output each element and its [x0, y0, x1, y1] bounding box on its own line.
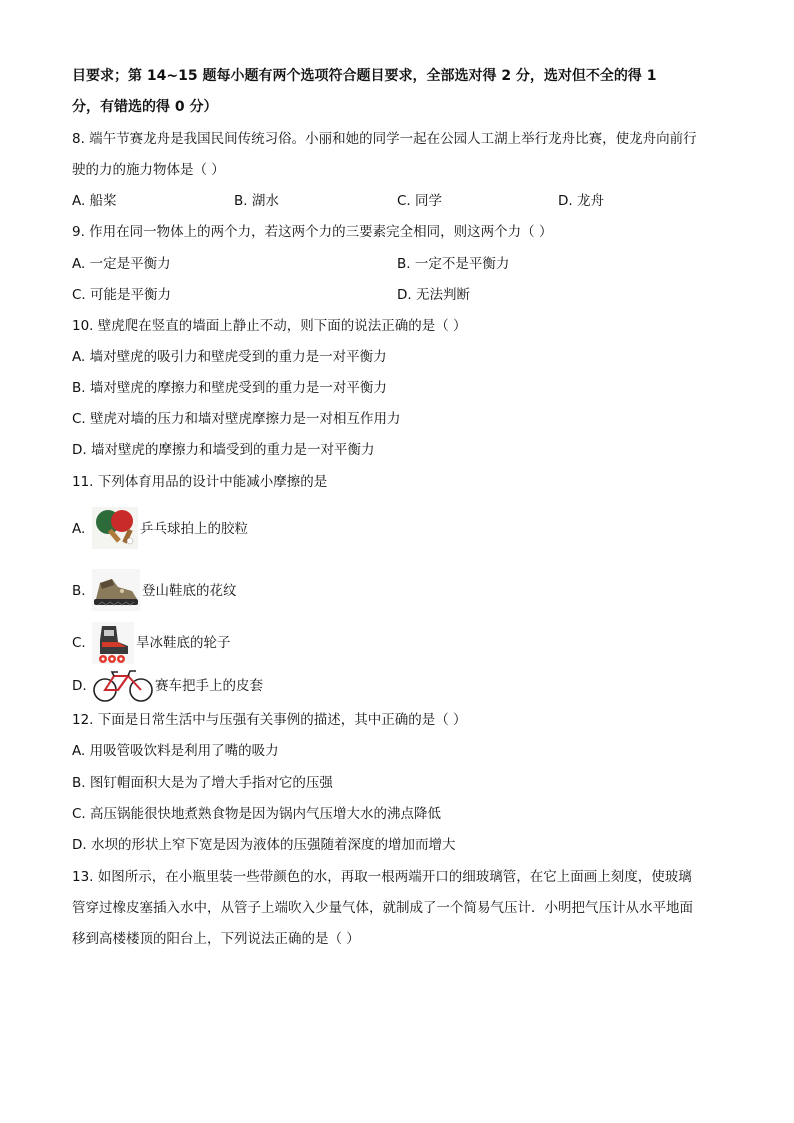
q10-option-a: A. 墙对壁虎的吸引力和壁虎受到的重力是一对平衡力: [72, 349, 387, 365]
hiking-shoe-icon: [92, 569, 140, 611]
section-instructions-line-1: 目要求；第 14~15 题每小题有两个选项符合题目要求，全部选对得 2 分，选对但不全的得 1: [72, 68, 657, 84]
q10-option-b: B. 墙对壁虎的摩擦力和壁虎受到的重力是一对平衡力: [72, 380, 387, 396]
q8-stem-line-1: 8. 端午节赛龙舟是我国民间传统习俗。小丽和她的同学一起在公园人工湖上举行龙舟比赛，使龙舟向前行: [72, 131, 697, 147]
q11-option-b-letter: B.: [72, 583, 86, 599]
q8-option-b: B. 湖水: [234, 193, 279, 209]
q11-option-d-letter: D.: [72, 678, 87, 694]
q13-stem-line-2: 管穿过橡皮塞插入水中，从管子上端吹入少量气体，就制成了一个简易气压计．小明把气压计从水平地面: [72, 900, 693, 916]
q10-option-c: C. 壁虎对墙的压力和墙对壁虎摩擦力是一对相互作用力: [72, 411, 401, 427]
q9-option-b: B. 一定不是平衡力: [397, 256, 510, 272]
q11-stem: 11. 下列体育用品的设计中能减小摩擦的是: [72, 474, 328, 490]
q8-option-d: D. 龙舟: [558, 193, 604, 209]
q13-stem-line-3: 移到高楼楼顶的阳台上，下列说法正确的是（ ）: [72, 931, 360, 947]
q12-option-b: B. 图钉帽面积大是为了增大手指对它的压强: [72, 775, 333, 791]
q11-option-d-text: 赛车把手上的皮套: [155, 678, 263, 694]
q9-option-c: C. 可能是平衡力: [72, 287, 172, 303]
q12-option-d: D. 水坝的形状上窄下宽是因为液体的压强随着深度的增加而增大: [72, 837, 456, 853]
bicycle-icon: [92, 666, 154, 704]
q10-option-d: D. 墙对壁虎的摩擦力和墙受到的重力是一对平衡力: [72, 442, 375, 458]
roller-skate-icon: [92, 622, 134, 664]
q11-option-a-letter: A.: [72, 521, 86, 537]
q11-option-c-letter: C.: [72, 635, 86, 651]
q12-stem: 12. 下面是日常生活中与压强有关事例的描述，其中正确的是（ ）: [72, 712, 467, 728]
section-instructions-line-2: 分，有错选的得 0 分）: [72, 99, 218, 115]
q12-option-c: C. 高压锅能很快地煮熟食物是因为锅内气压增大水的沸点降低: [72, 806, 442, 822]
q9-option-d: D. 无法判断: [397, 287, 470, 303]
q8-option-c: C. 同学: [397, 193, 443, 209]
q10-stem: 10. 壁虎爬在竖直的墙面上静止不动，则下面的说法正确的是（ ）: [72, 318, 467, 334]
q11-option-b-text: 登山鞋底的花纹: [142, 583, 237, 599]
q8-option-a: A. 船桨: [72, 193, 117, 209]
q12-option-a: A. 用吸管吸饮料是利用了嘴的吸力: [72, 743, 279, 759]
ping-pong-paddle-icon: [92, 507, 138, 549]
q11-option-a-text: 乒乓球拍上的胶粒: [140, 521, 248, 537]
q11-option-c-text: 旱冰鞋底的轮子: [136, 635, 231, 651]
q8-stem-line-2: 驶的力的施力物体是（ ）: [72, 162, 225, 178]
q13-stem-line-1: 13. 如图所示，在小瓶里装一些带颜色的水，再取一根两端开口的细玻璃管，在它上面画上刻度，使玻璃: [72, 869, 692, 885]
q9-stem: 9. 作用在同一物体上的两个力，若这两个力的三要素完全相同，则这两个力（ ）: [72, 224, 553, 240]
q9-option-a: A. 一定是平衡力: [72, 256, 171, 272]
